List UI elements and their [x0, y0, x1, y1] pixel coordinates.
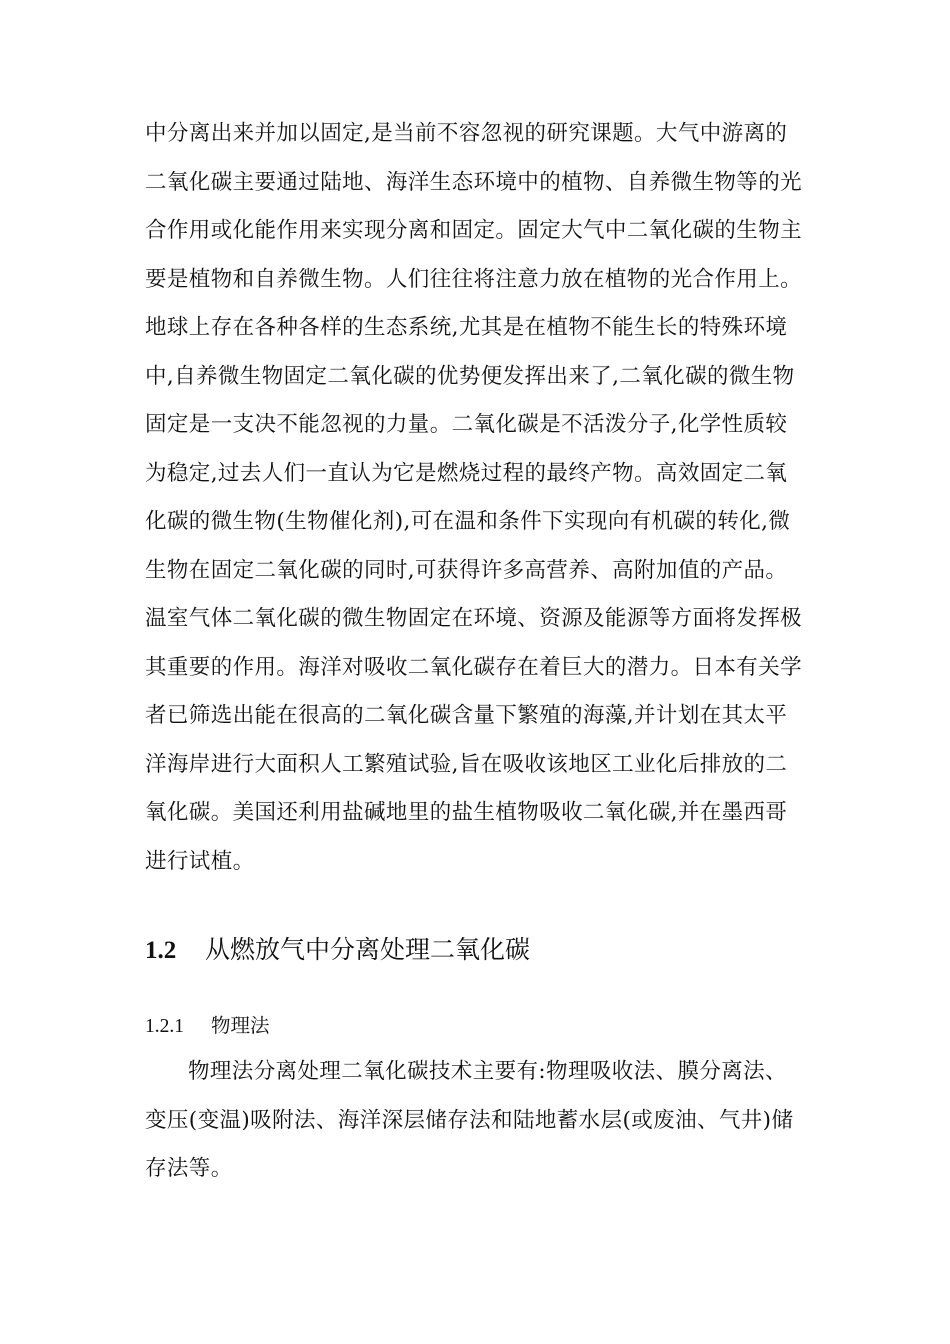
paragraph-line: 要是植物和自养微生物。人们往往将注意力放在植物的光合作用上。 [145, 266, 803, 292]
paragraph-line: 化碳的微生物(生物催化剂),可在温和条件下实现向有机碳的转化,微 [145, 509, 791, 534]
paragraph-line: 其重要的作用。海洋对吸收二氧化碳存在着巨大的潜力。日本有关学 [145, 654, 803, 680]
body-paragraph-carbon-fixation [145, 116, 810, 892]
paragraph-line: 洋海岸进行大面积人工繁殖试验,旨在吸收该地区工业化后排放的二 [145, 751, 788, 777]
paragraph-line: 地球上存在各种各样的生态系统,尤其是在植物不能生长的特殊环境 [145, 315, 788, 340]
paragraph-line: 固定是一支决不能忽视的力量。二氧化碳是不活泼分子,化学性质较 [145, 412, 788, 437]
subsection-number: 1.2.1 [145, 1016, 184, 1037]
paragraph-line: 生物在固定二氧化碳的同时,可获得许多高营养、高附加值的产品。 [145, 557, 788, 583]
paragraph-line: 温室气体二氧化碳的微生物固定在环境、资源及能源等方面将发挥极 [145, 606, 803, 631]
section-title: 从燃放气中分离处理二氧化碳 [205, 935, 531, 964]
section-number: 1.2 [145, 937, 177, 964]
paragraph-line: 二氧化碳主要通过陆地、海洋生态环境中的植物、自养微生物等的光 [145, 169, 803, 195]
paragraph-line: 物理法分离处理二氧化碳技术主要有:物理吸收法、膜分离法、 [188, 1059, 787, 1084]
paragraph-line: 存法等。 [145, 1156, 233, 1181]
paragraph-line: 进行试植。 [145, 848, 255, 874]
section-heading [145, 930, 810, 970]
paragraph-line: 中分离出来并加以固定,是当前不容忽视的研究课题。大气中游离的 [145, 121, 788, 146]
paragraph-line: 中,自养微生物固定二氧化碳的优势便发挥出来了,二氧化碳的微生物 [145, 363, 795, 389]
paragraph-line: 氧化碳。美国还利用盐碱地里的盐生植物吸收二氧化碳,并在墨西哥 [145, 800, 788, 825]
paragraph-line: 合作用或化能作用来实现分离和固定。固定大气中二氧化碳的生物主 [145, 218, 803, 243]
paragraph-line: 者已筛选出能在很高的二氧化碳含量下繁殖的海藻,并计划在其太平 [145, 703, 788, 728]
body-paragraph-physical-method [145, 1054, 810, 1200]
subsection-heading [145, 1010, 810, 1042]
paragraph-line: 为稳定,过去人们一直认为它是燃烧过程的最终产物。高效固定二氧 [145, 460, 788, 486]
paragraph-line: 变压(变温)吸附法、海洋深层储存法和陆地蓄水层(或废油、气井)储 [145, 1107, 794, 1133]
subsection-title: 物理法 [211, 1014, 270, 1037]
